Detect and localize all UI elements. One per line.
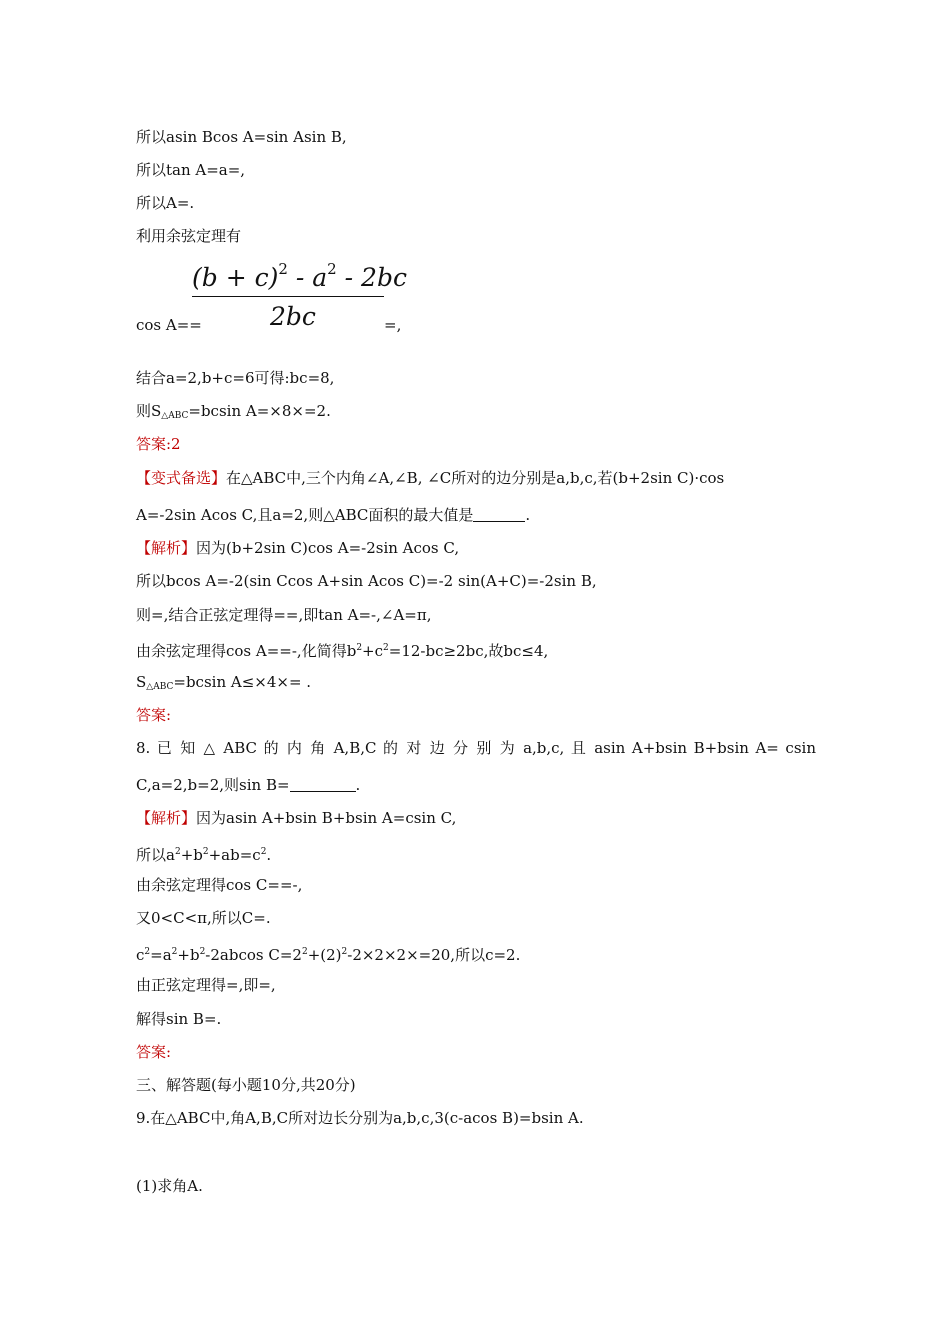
text-line: cos A== — [136, 316, 202, 334]
question-9-part-1: (1)求角A. — [136, 1177, 203, 1195]
text-line: =, — [384, 316, 402, 334]
question-9: 9.在△ABC中,角A,B,C所对边长分别为a,b,c,3(c-acos B)=bsin A. — [136, 1109, 584, 1127]
section-heading: 三、解答题(每小题10分,共20分) — [136, 1076, 356, 1094]
fraction-bar — [192, 296, 384, 297]
text-line: 由余弦定理得cos C==-, — [136, 876, 303, 894]
text-line: 所以A=. — [136, 194, 195, 212]
text-line: 又0<C<π,所以C=. — [136, 909, 271, 927]
answer-label: 答案: — [136, 1043, 172, 1061]
text-line: 由正弦定理得=,即=, — [136, 976, 276, 994]
answer-label: 答案: — [136, 706, 172, 724]
cosine-formula-fraction — [190, 256, 407, 336]
answer-blank — [290, 777, 356, 792]
answer-blank — [473, 507, 525, 522]
text-line: 由余弦定理得cos A==-,化简得$b^2+c^2=12-bc\ge 2bc$,故bc≤4, — [136, 642, 549, 660]
question-8: 8. 已 知 △ ABC 的 内 角 A,B,C 的 对 边 分 别 为 a,b,c, 且 asin A+bsin B+bsin A= csin — [136, 739, 816, 757]
answer-label: 答案:2 — [136, 435, 181, 453]
text-line: A=-2sin Acos C,且a=2,则△ABC面积的最大值是 . — [136, 506, 531, 524]
text-line: 所以asin Bcos A=sin Asin B, — [136, 128, 347, 146]
solution-line: 【解析】因为(b+2sin C)cos A=-2sin Acos C, — [136, 539, 460, 557]
text-line: 所以$a^2+b^2+ab=c^2$. — [136, 846, 272, 864]
text-line: 则$S_{\triangle ABC}=bcsin$ A=×8×=2. — [136, 402, 331, 421]
text-line: 结合a=2,b+c=6可得:bc=8, — [136, 369, 335, 387]
text-line: C,a=2,b=2,则sin B= . — [136, 776, 361, 794]
solution-tag: 【解析】 — [136, 539, 197, 557]
formula-numerator: $(b + c)^2 - a^2 - 2bc$ — [192, 260, 407, 292]
variant-tag: 【变式备选】 — [136, 469, 227, 487]
text-line: 所以bcos A=-2(sin Ccos A+sin Acos C)=-2 sin(A+C)=-2sin B, — [136, 572, 597, 590]
text-line: $S_{\triangle ABC}=bcsin$ A≤×4×= . — [136, 673, 312, 692]
formula-denominator: 2bc — [270, 302, 316, 331]
text-line: 所以tan A=a=, — [136, 161, 246, 179]
text-line: $c^2=a^2+b^2-2abcos$ $C=2^2+(2)^2-2\times 2\times 2\times=20$,所以c=2. — [136, 946, 521, 964]
solution-line: 【解析】因为asin A+bsin B+bsin A=csin C, — [136, 809, 457, 827]
text-line: 则=,结合正弦定理得==,即tan A=-,∠A=π, — [136, 606, 432, 624]
text-line: 利用余弦定理有 — [136, 227, 242, 245]
variant-question: 【变式备选】在△ABC中,三个内角∠A,∠B, ∠C所对的边分别是a,b,c,若(b+2sin C)·cos — [136, 469, 725, 487]
solution-tag: 【解析】 — [136, 809, 197, 827]
text-line: 解得sin B=. — [136, 1010, 222, 1028]
